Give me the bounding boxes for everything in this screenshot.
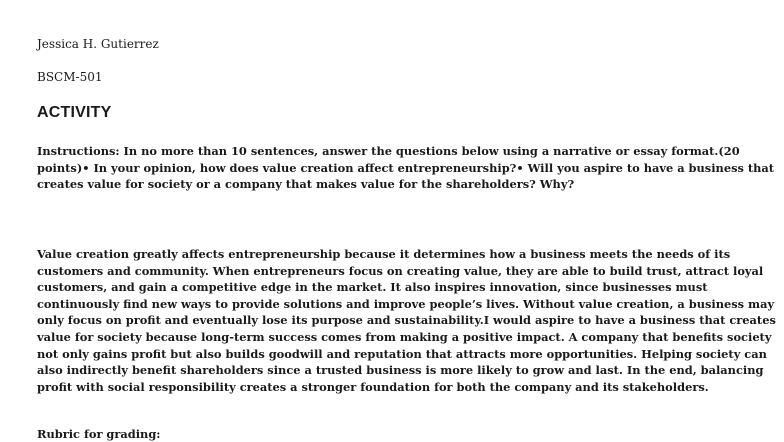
- instructions-paragraph: Instructions: In no more than 10 sentences, answer the questions below using a narrative or essay format.(20 points)• In your opinion, how does value creation affect entrepreneurship?• Will you aspire to have a business that creates value for society or a company that makes value for the shareholders? Why?: [37, 144, 775, 191]
- rubric-label: Rubric for grading:: [37, 427, 161, 441]
- answer-paragraph: Value creation greatly affects entrepreneurship because it determines how a business meets the needs of its customers and community. When entrepreneurs focus on creating value, they are able to build trust, attract loyal customers, and gain a competitive edge in the market. It also inspires innovation, since businesses must continuously find new ways to provide solutions and improve people’s lives. Without value creation, a business may only focus on profit and eventually lose its purpose and sustainability.I would aspire to have a business that creates value for society because long-term success comes from making a positive impact. A company that benefits society not only gains profit but also builds goodwill and reputation that attracts more opportunities. Helping society can also indirectly benefit shareholders since a trusted business is more likely to grow and last. In the end, balancing profit with social responsibility creates a stronger foundation for both the company and its stakeholders.: [37, 247, 776, 394]
- author-name: Jessica H. Gutierrez: [37, 37, 159, 51]
- course-code: BSCM-501: [37, 70, 103, 84]
- activity-heading: ACTIVITY: [37, 104, 112, 121]
